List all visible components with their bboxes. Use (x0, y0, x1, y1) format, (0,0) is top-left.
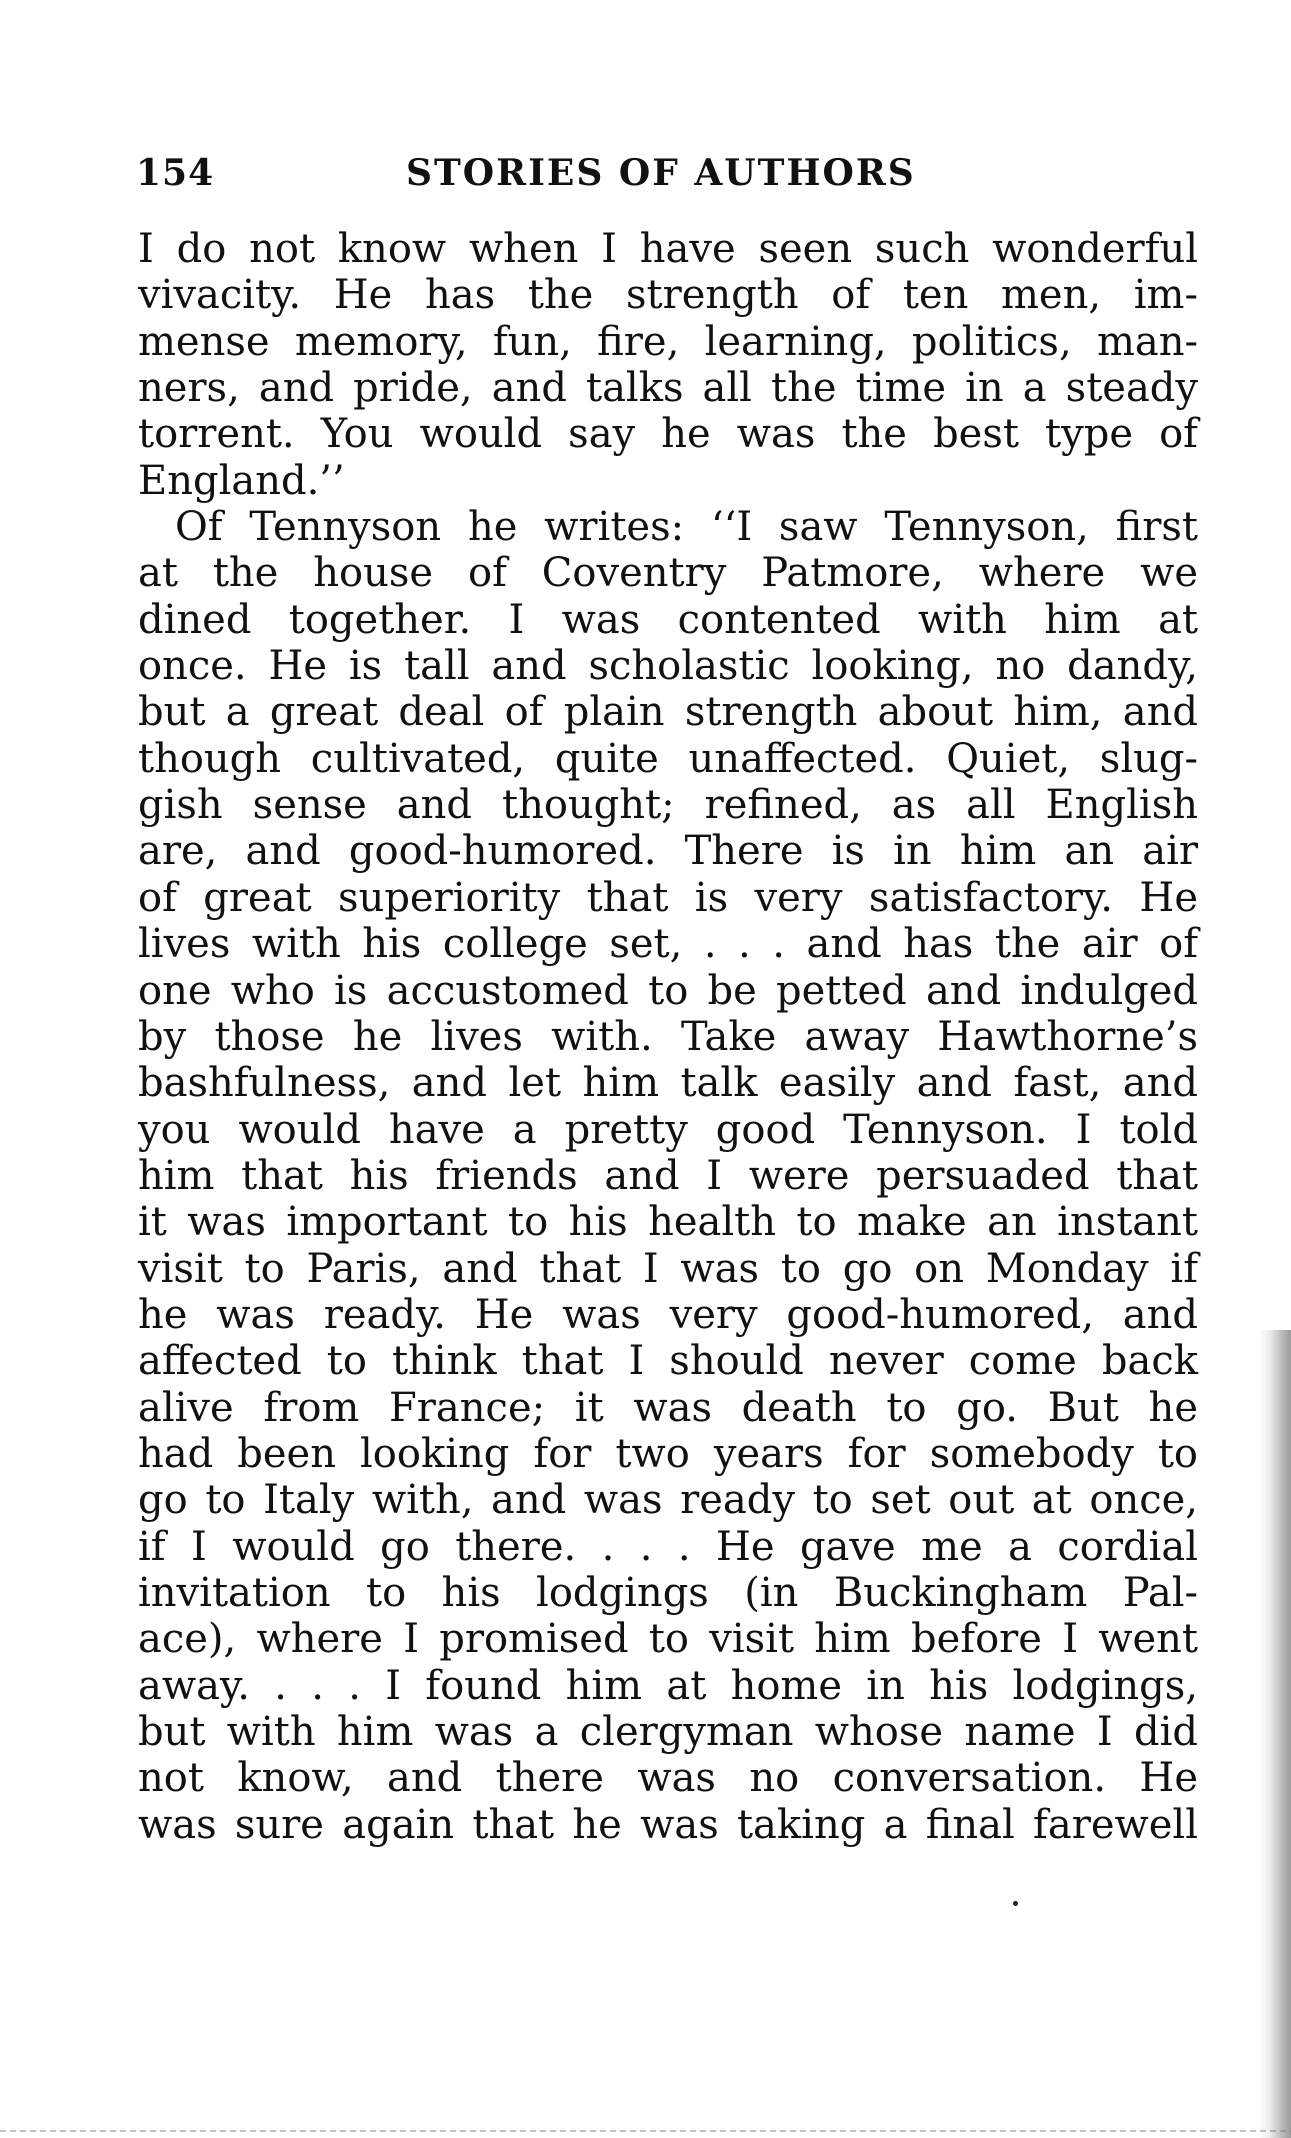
text-line: was sure again that he was taking a final farewell (138, 1801, 1198, 1848)
text-line: not know, and there was no conversation. He (138, 1755, 1198, 1802)
text-line: invitation to his lodgings (in Buckingham Pal- (138, 1569, 1198, 1616)
text-line: I do not know when I have seen such wonderful (138, 226, 1198, 272)
text-line: if I would go there. . . . He gave me a cordial (138, 1523, 1198, 1570)
text-line: Of Tennyson he writes: ‘‘I saw Tennyson, first (175, 504, 1198, 551)
text-line: vivacity. He has the strength of ten men, im- (138, 272, 1198, 319)
running-head: STORIES OF AUTHORS (406, 152, 916, 194)
ink-speck (1013, 1901, 1018, 1906)
text-line: had been looking for two years for somebody to (138, 1430, 1198, 1477)
text-line: lives with his college set, . . . and has the air of (138, 921, 1198, 968)
text-line: by those he lives with. Take away Hawthorne’s (138, 1013, 1198, 1060)
text-line: one who is accustomed to be petted and indulged (138, 967, 1198, 1014)
text-line: England.’’ (138, 457, 345, 504)
text-line: ace), where I promised to visit him before I went (138, 1616, 1198, 1663)
text-line: ners, and pride, and talks all the time in a steady (138, 365, 1198, 412)
body-text (138, 226, 1198, 1848)
text-line: mense memory, fun, fire, learning, politics, man- (138, 318, 1198, 365)
text-line: alive from France; it was death to go. But he (138, 1384, 1198, 1431)
page-header (136, 152, 1196, 204)
text-line: affected to think that I should never come back (138, 1338, 1198, 1385)
text-line: away. . . . I found him at home in his lodgings, (138, 1662, 1198, 1709)
text-line: you would have a pretty good Tennyson. I told (138, 1106, 1198, 1153)
text-line: at the house of Coventry Patmore, where we (138, 550, 1198, 597)
text-line: though cultivated, quite unaffected. Quiet, slug- (138, 735, 1198, 782)
text-line: him that his friends and I were persuaded that (138, 1152, 1198, 1199)
page-bottom-edge (0, 2130, 1291, 2132)
text-line: go to Italy with, and was ready to set out at once, (138, 1477, 1198, 1524)
text-line: of great superiority that is very satisfactory. He (138, 874, 1198, 921)
text-line: but a great deal of plain strength about him, and (138, 689, 1198, 736)
text-line: are, and good-humored. There is in him an air (138, 828, 1198, 875)
text-line: he was ready. He was very good-humored, and (138, 1291, 1198, 1338)
text-line: it was important to his health to make an instant (138, 1199, 1198, 1246)
page-edge-shadow (1259, 1330, 1291, 2138)
text-line: torrent. You would say he was the best type of (138, 411, 1198, 458)
text-line: once. He is tall and scholastic looking, no dandy, (138, 643, 1198, 690)
text-line: gish sense and thought; refined, as all English (138, 782, 1198, 829)
text-line: visit to Paris, and that I was to go on Monday if (138, 1245, 1198, 1292)
page-number: 154 (136, 152, 215, 194)
text-line: but with him was a clergyman whose name I did (138, 1709, 1198, 1755)
text-line: dined together. I was contented with him at (138, 596, 1198, 643)
text-line: bashfulness, and let him talk easily and fast, and (138, 1060, 1198, 1107)
